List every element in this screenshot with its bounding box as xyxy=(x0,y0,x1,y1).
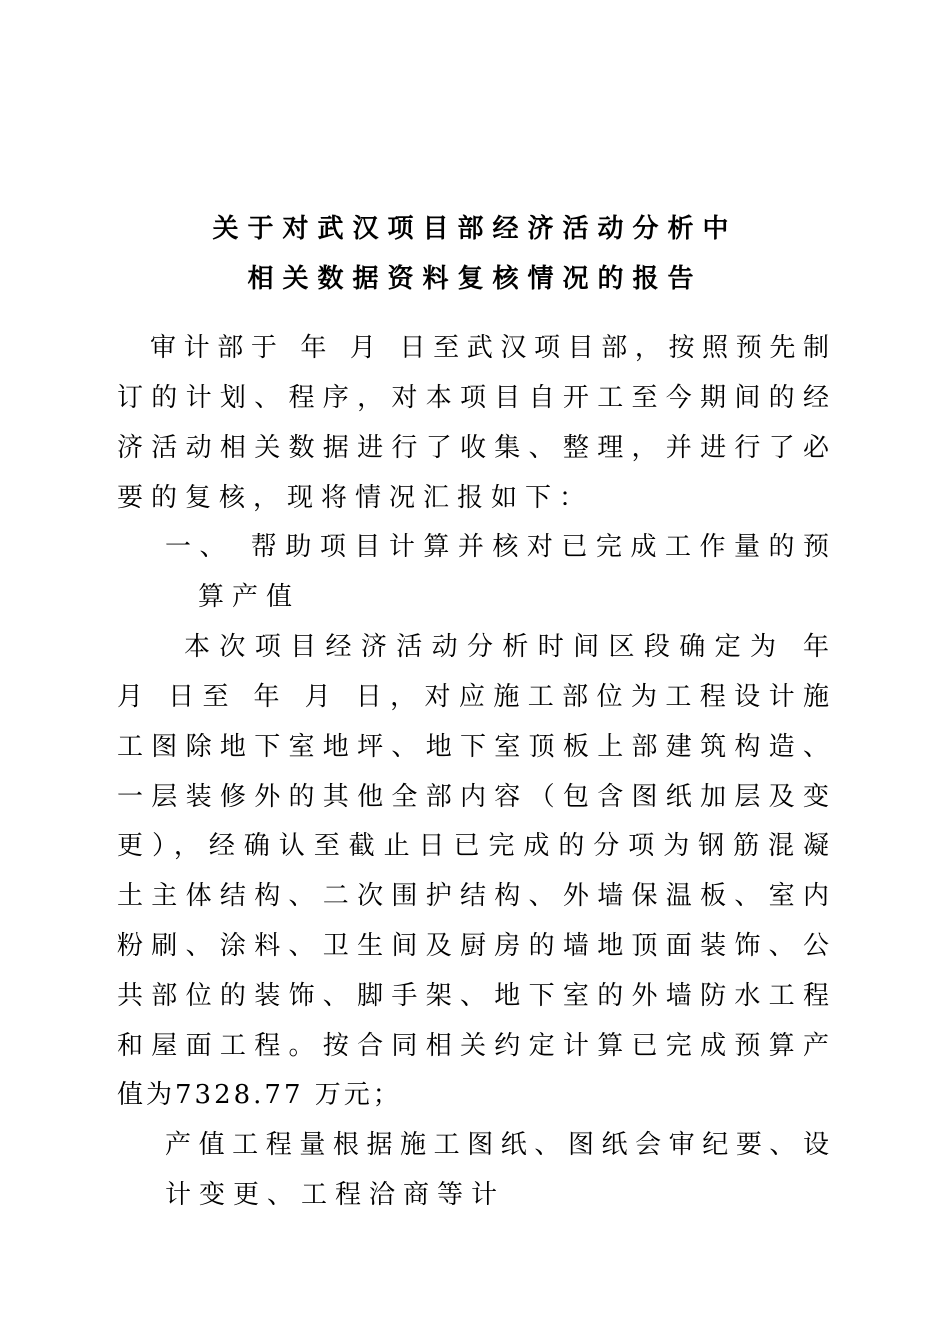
body-line: 一层装修外的其他全部内容（包含图纸加层及变 xyxy=(117,782,829,812)
body-line: 济活动相关数据进行了收集、整理，并进行了必 xyxy=(117,433,829,463)
report-title-line-2: 相关数据资料复核情况的报告 xyxy=(247,264,703,294)
body-line: 订的计划、程序，对本项目自开工至今期间的经 xyxy=(117,383,829,413)
body-line: 审计部于 年 月 日至武汉项目部，按照预先制 xyxy=(150,333,829,363)
body-line: 粉刷、涂料、卫生间及厨房的墙地顶面装饰、公 xyxy=(117,931,829,961)
body-line: 月 日至 年 月 日，对应施工部位为工程设计施 xyxy=(117,682,829,712)
body-line: 计变更、工程洽商等计 xyxy=(165,1180,506,1210)
body-line: 值为7328.77 万元； xyxy=(117,1080,402,1110)
report-title-line-1: 关于对武汉项目部经济活动分析中 xyxy=(212,214,738,244)
section-heading-line: 一、 帮助项目计算并核对已完成工作量的预 xyxy=(165,532,829,562)
body-line: 土主体结构、二次围护结构、外墙保温板、室内 xyxy=(117,881,829,911)
body-line: 要的复核，现将情况汇报如下： xyxy=(117,483,594,513)
body-line: 更），经确认至截止日已完成的分项为钢筋混凝 xyxy=(117,831,829,861)
body-line: 共部位的装饰、脚手架、地下室的外墙防水工程 xyxy=(117,981,829,1011)
body-line: 产值工程量根据施工图纸、图纸会审纪要、设 xyxy=(165,1130,829,1160)
body-line: 工图除地下室地坪、地下室顶板上部建筑构造、 xyxy=(117,732,829,762)
body-line: 和屋面工程。按合同相关约定计算已完成预算产 xyxy=(117,1031,829,1061)
body-line: 本次项目经济活动分析时间区段确定为 年 xyxy=(184,632,829,662)
section-heading-line: 算产值 xyxy=(198,582,301,612)
